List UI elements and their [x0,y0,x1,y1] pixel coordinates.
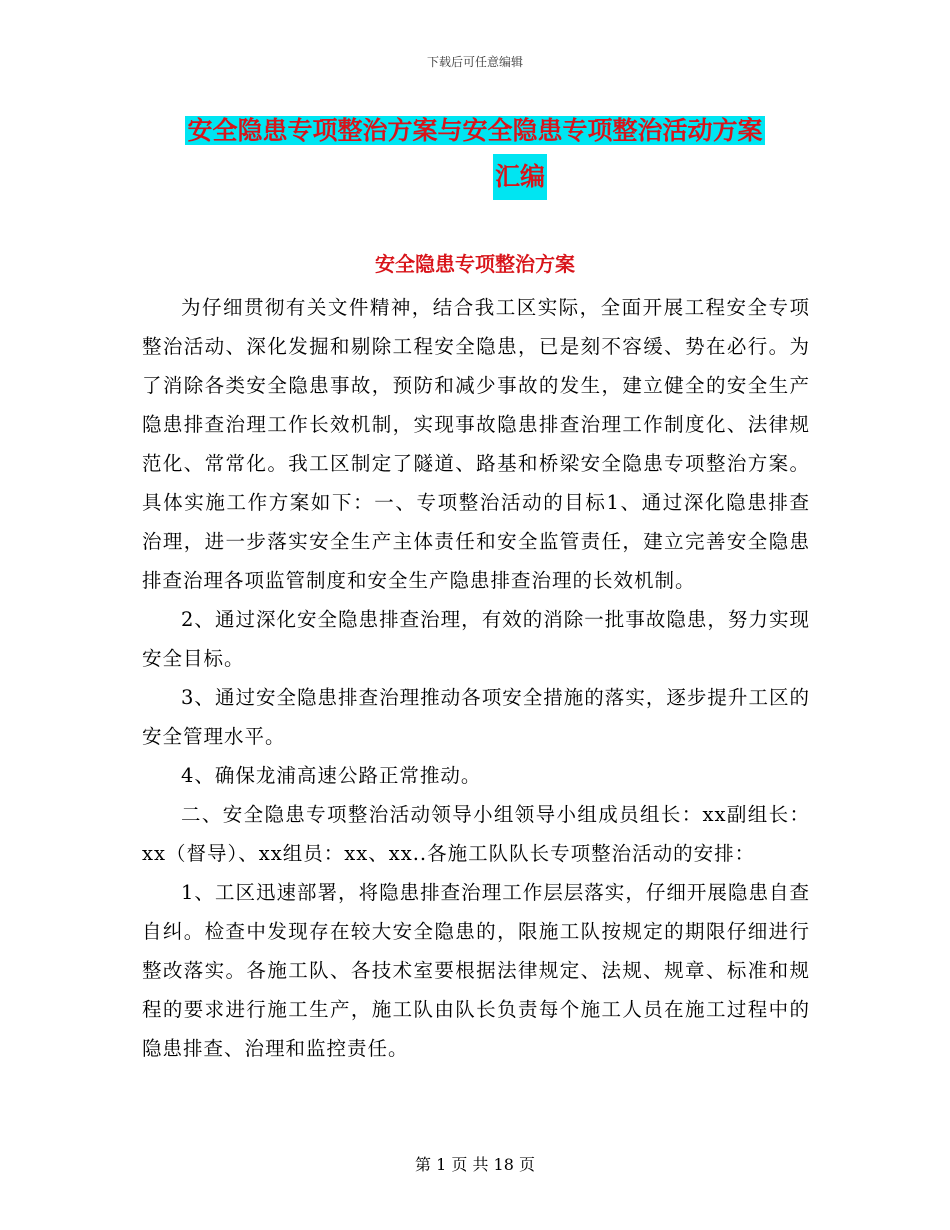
paragraph: 二、安全隐患专项整治活动领导小组领导小组成员组长：xx副组长：xx（督导）、xx组员：xx、xx..各施工队队长专项整治活动的安排： [142,803,810,865]
paragraph: 为仔细贯彻有关文件精神，结合我工区实际，全面开展工程安全专项整治活动、深化发掘和剔除工程安全隐患，已是刻不容缓、势在必行。为了消除各类安全隐患事故，预防和减少事故的发生，建立健全的安全生产隐患排查治理工作长效机制，实现事故隐患排查治理工作制度化、法律规范化、常常化。我工区制定了隧道、路基和桥梁安全隐患专项整治方案。具体实施工作方案如下：一、专项整治活动的目标1、通过深化隐患排查治理，进一步落实安全生产主体责任和安全监管责任，建立完善安全隐患排查治理各项监管制度和安全生产隐患排查治理的长效机制。 [142,296,810,592]
document-title-line1: 安全隐患专项整治方案与安全隐患专项整治活动方案 [187,116,763,145]
paragraph: 3、通过安全隐患排查治理推动各项安全措施的落实，逐步提升工区的安全管理水平。 [142,686,810,748]
section-title: 安全隐患专项整治方案 [375,252,575,276]
document-body [142,288,810,1068]
paragraph: 4、确保龙浦高速公路正常推动。 [181,764,482,787]
page-number-footer: 第 1 页 共 18 页 [415,1155,535,1174]
paragraph: 2、通过深化安全隐患排查治理，有效的消除一批事故隐患，努力实现安全目标。 [142,608,810,670]
document-title-line2: 汇编 [493,154,547,200]
paragraph: 1、工区迅速部署，将隐患排查治理工作层层落实，仔细开展隐患自查自纠。检查中发现存在较大安全隐患的，限施工队按规定的期限仔细进行整改落实。各施工队、各技术室要根据法律规定、法规、规章、标准和规程的要求进行施工生产，施工队由队长负责每个施工人员在施工过程中的隐患排查、治理和监控责任。 [142,881,810,1060]
page-header-note: 下载后可任意编辑 [426,55,523,69]
document-title [0,108,950,200]
